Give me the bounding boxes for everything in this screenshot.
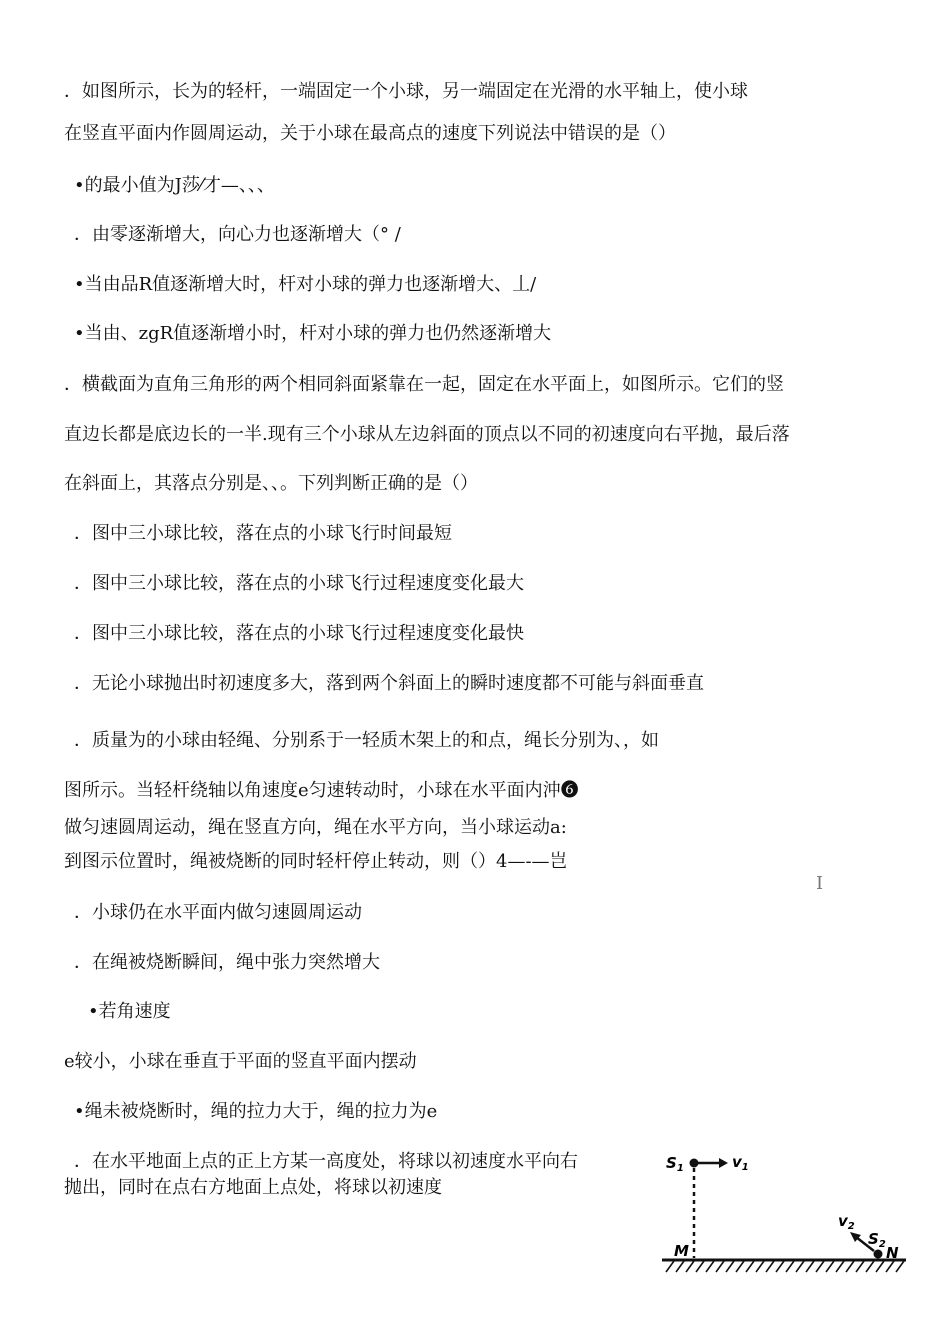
text-line: ．横截面为直角三角形的两个相同斜面紧靠在一起，固定在水平面上，如图所示。它们的竖 (64, 374, 784, 395)
text-line: 在斜面上，其落点分别是、、。下列判断正确的是（） (64, 473, 478, 494)
projectile-figure (656, 1148, 912, 1278)
label-v1: $v_1$ (732, 1153, 749, 1173)
label-s2: $S_2$ (868, 1230, 886, 1250)
text-line: ．图中三小球比较，落在点的小球飞行过程速度变化最大 (74, 573, 524, 594)
projectile-diagram (656, 1148, 912, 1278)
ball-s2 (874, 1250, 883, 1259)
text-line: ．由零逐渐增大，向心力也逐渐增大（° / (74, 224, 401, 245)
ground-hatching (666, 1261, 904, 1272)
label-m: M (674, 1242, 689, 1260)
text-line: I (816, 873, 824, 894)
text-line: 做匀速圆周运动，绳在竖直方向，绳在水平方向，当小球运动a: (64, 817, 567, 838)
text-line: 到图示位置时，绳被烧断的同时轻杆停止转动，则（）4—-—岂 (64, 851, 568, 872)
text-line: •的最小值为J莎⁄才—、、、 (74, 175, 275, 196)
label-n: N (886, 1244, 899, 1262)
ball-s1 (690, 1159, 699, 1168)
text-line: ．图中三小球比较，落在点的小球飞行时间最短 (74, 523, 452, 544)
text-line: ．无论小球抛出时初速度多大，落到两个斜面上的瞬时速度都不可能与斜面垂直 (74, 673, 704, 694)
text-line: 抛出，同时在点右方地面上点处，将球以初速度 (64, 1177, 442, 1198)
text-line: ．在绳被烧断瞬间，绳中张力突然增大 (74, 952, 380, 973)
label-v2: $v_2$ (838, 1212, 855, 1232)
label-s1: $S_1$ (666, 1154, 684, 1174)
text-line: •绳未被烧断时，绳的拉力大于，绳的拉力为e (74, 1101, 438, 1122)
text-line: 直边长都是底边长的一半.现有三个小球从左边斜面的顶点以不同的初速度向右平抛，最后落 (64, 424, 790, 445)
text-line: ．质量为的小球由轻绳、分别系于一轻质木架上的和点，绳长分别为、，如 (74, 730, 659, 751)
arrowhead-icon (719, 1158, 728, 1168)
text-line: •当由品R值逐渐增大时，杆对小球的弹力也逐渐增大、丄/ (74, 274, 537, 295)
text-line: 在竖直平面内作圆周运动，关于小球在最高点的速度下列说法中错误的是（） (64, 123, 676, 144)
text-line: ．小球仍在水平面内做匀速圆周运动 (74, 902, 362, 923)
text-line: ．在水平地面上点的正上方某一高度处，将球以初速度水平向右 (74, 1151, 578, 1172)
text-line: •若角速度 (88, 1001, 171, 1022)
text-line: e较小，小球在垂直于平面的竖直平面内摆动 (64, 1051, 417, 1072)
text-line: ．如图所示，长为的轻杆，一端固定一个小球，另一端固定在光滑的水平轴上，使小球 (64, 81, 748, 102)
text-line: 图所示。当轻杆绕轴以角速度e匀速转动时，小球在水平面内沖❻ (64, 780, 579, 801)
text-line: ．图中三小球比较，落在点的小球飞行过程速度变化最快 (74, 623, 524, 644)
text-line: •当由、zgR值逐渐增小时，杆对小球的弹力也仍然逐渐增大 (74, 323, 552, 344)
